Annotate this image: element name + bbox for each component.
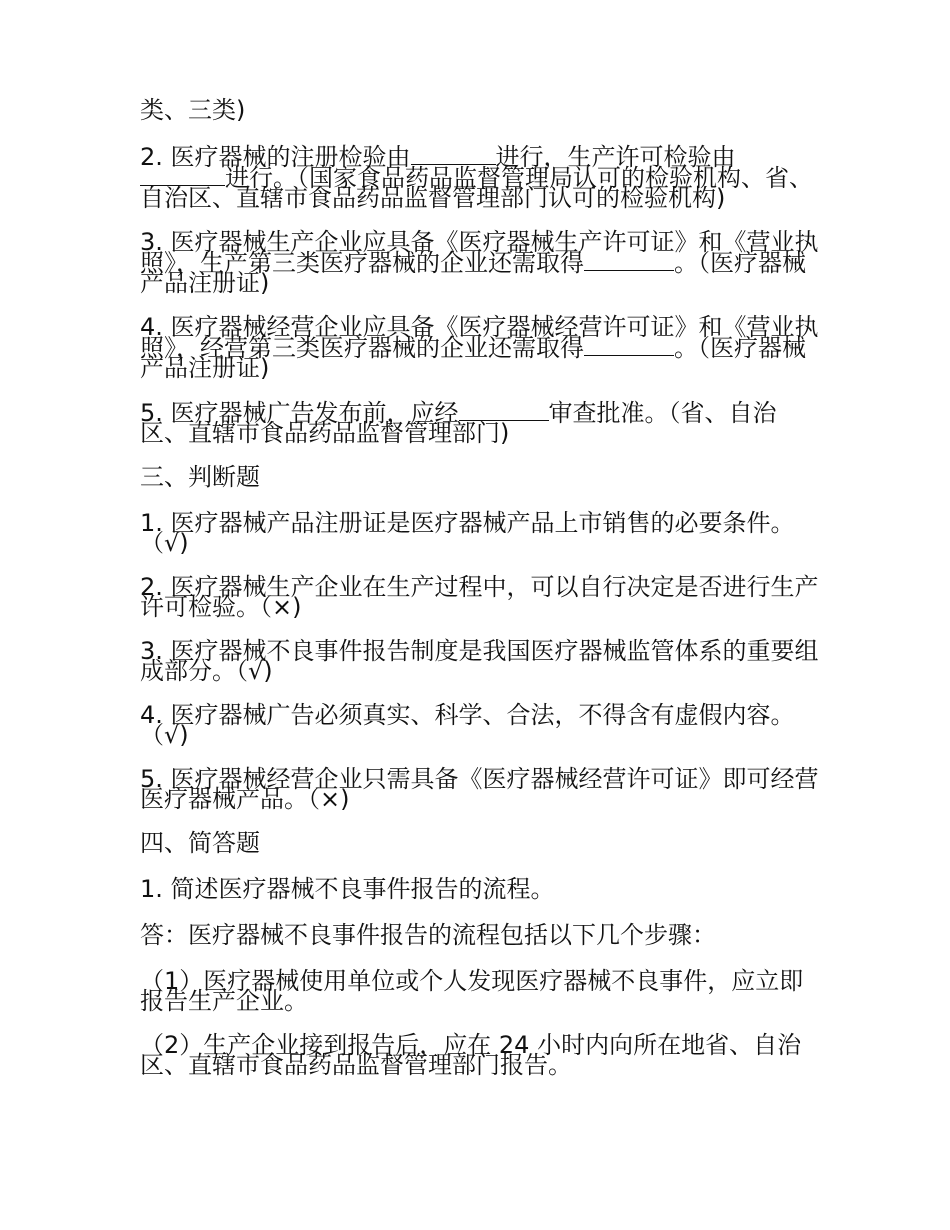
q4-text-part2: 。（医疗器械产品注册证) [140,334,806,382]
short-answer-step-2: （2）生产企业接到报告后，应在 24 小时内向所在地省、自治区、直辖市食品药品监督管理部门报告。 [140,1031,802,1079]
q2-text-part3: 进行。（国家食品药品监督管理局认可的检验机构、省、自治区、直辖市食品药品监督管理部门认可的检验机构) [140,164,813,212]
fill-blank-question-4 [140,313,820,382]
fill-blank-question-5 [140,399,820,447]
q2-text-part1: 2. 医疗器械的注册检验由 [140,143,411,171]
judgement-item-4: 4. 医疗器械广告必须真实、科学、合法，不得含有虚假内容。（√) [140,701,795,749]
q4-text-part1: 4. 医疗器械经营企业应具备《医疗器械经营许可证》和《营业执照》，经营第三类医疗器械的企业还需取得 [140,313,819,362]
judgement-item-3: 3. 医疗器械不良事件报告制度是我国医疗器械监管体系的重要组成部分。（√) [140,637,819,685]
q2-text-part2: 进行，生产许可检验由 [495,143,736,171]
judgement-item-2: 2. 医疗器械生产企业在生产过程中，可以自行决定是否进行生产许可检验。（×) [140,573,819,621]
judgement-section-heading: 三、判断题 [140,463,260,491]
q1-tail-text: 类、三类) [140,96,246,124]
short-answer-step-1: （1）医疗器械使用单位或个人发现医疗器械不良事件，应立即报告生产企业。 [140,967,804,1015]
q5-text-part1: 5. 医疗器械广告发布前，应经 [140,399,459,427]
short-answer-intro: 答：医疗器械不良事件报告的流程包括以下几个步骤： [140,921,716,949]
document-page [140,96,820,1099]
q3-blank [584,252,674,271]
q4-blank [584,337,674,356]
q5-text-part2: 审查批准。（省、自治区、直辖市食品药品监督管理部门) [140,399,777,447]
judgement-item-1: 1. 医疗器械产品注册证是医疗器械产品上市销售的必要条件。（√) [140,509,795,557]
judgement-item-5: 5. 医疗器械经营企业只需具备《医疗器械经营许可证》即可经营医疗器械产品。（×) [140,765,819,813]
short-answer-section-heading: 四、简答题 [140,829,260,857]
q3-text-part1: 3. 医疗器械生产企业应具备《医疗器械生产许可证》和《营业执照》，生产第三类医疗器械的企业还需取得 [140,228,819,277]
q2-blank-1 [411,146,496,165]
fill-blank-question-3 [140,228,820,297]
q3-text-part2: 。（医疗器械产品注册证) [140,249,806,297]
fill-blank-question-2 [140,143,820,212]
short-answer-question-1: 1. 简述医疗器械不良事件报告的流程。 [140,875,555,903]
